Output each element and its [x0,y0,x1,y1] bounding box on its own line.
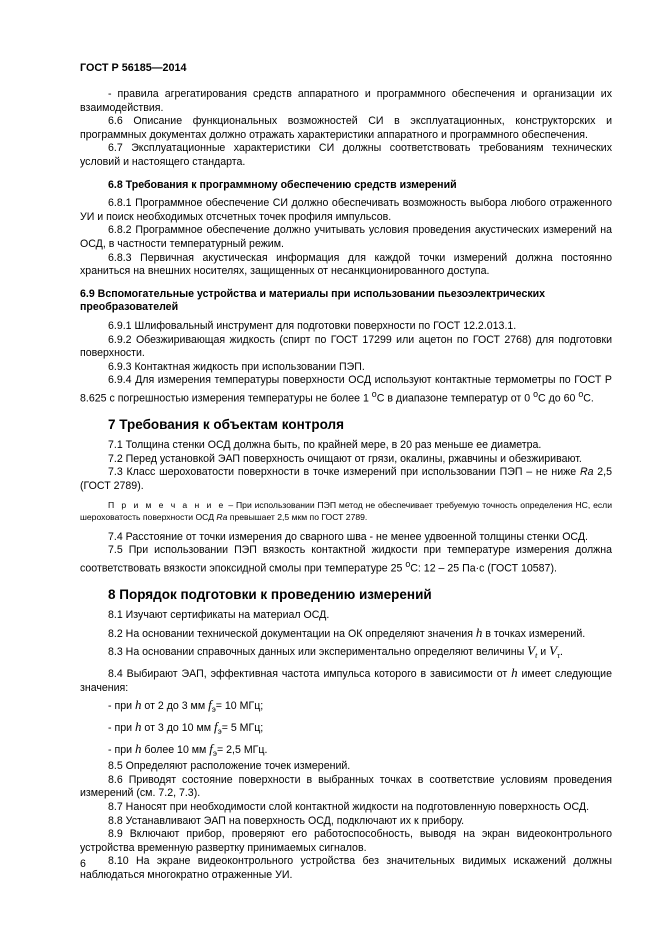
list-item-frequency-3: - при h более 10 мм $f_э= 2,5$ МГц. [108,740,268,758]
heading-section-7: 7 Требования к объектам контроля [108,417,344,432]
paragraph-8-4: 8.4 Выбирают ЭАП, эффективная частота импульса которого в зависимости от h имеет следующие значения: [80,664,612,694]
paragraph-8-10: 8.10 На экране видеоконтрольного устройства без значительных видимых искажений должны наблюдаться многократно отраженные УИ. [80,855,612,882]
paragraph-8-7: 8.7 Наносят при необходимости слой контактной жидкости на подготовленную поверхность ОСД. [108,801,590,814]
paragraph-8-2: 8.2 На основании технической документации на ОК определяют значения h в точках измерений. [108,624,586,640]
note-7-3: П р и м е ч а н и е – При использовании ПЭП метод не обеспечивает требуемую точность определения НС, если шероховатость поверхности ОСД Ra превышает 2,5 мкм по ГОСТ 2789. [80,500,612,522]
paragraph-8-3: 8.3 На основании справочных данных или экспериментально определяют величины $V_t$ и $V_\tau$. [108,643,563,661]
list-item-frequency-1: - при h от 2 до 3 мм $f_э= 10$ МГц; [108,697,264,715]
heading-6-9: 6.9 Вспомогательные устройства и материалы при использовании пьезоэлектрических преобразователей [80,287,546,314]
page-content [80,88,612,883]
paragraph-6-8-2: 6.8.2 Программное обеспечение должно учитывать условия проведения акустических измерений на ОСД, в частности температурный режим. [80,224,612,250]
paragraph-6-8-3: 6.8.3 Первичная акустическая информация для каждой точки измерений должна постоянно храниться на внешних носителях, защищенных от несанкционированного доступа. [80,251,612,278]
paragraph-7-3: 7.3 Класс шероховатости поверхности в точке измерений при использовании ПЭП – не ниже Ra 2,5 (ГОСТ 2789). [80,466,613,492]
paragraph-6-9-1: 6.9.1 Шлифовальный инструмент для подготовки поверхности по ГОСТ 12.2.013.1. [108,319,517,332]
paragraph-6-9-3: 6.9.3 Контактная жидкость при использовании ПЭП. [108,360,365,373]
paragraph-8-8: 8.8 Устанавливают ЭАП на поверхность ОСД, подключают их к прибору. [108,814,465,827]
page-number: 6 [80,858,86,870]
document-header: ГОСТ Р 56185—2014 [80,62,187,74]
paragraph-6-8-1: 6.8.1 Программное обеспечение СИ должно обеспечивать возможность выбора любого отраженного УИ и поиск необходимых отсчетных точек профиля импульсов. [80,197,612,223]
paragraph-6-7: 6.7 Эксплуатационные характеристики СИ должны соответствовать требованиям технических условий и настоящего стандарта. [80,142,612,168]
paragraph-intro: - правила агрегатирования средств аппаратного и программного обеспечения и организации их взаимодействия. [80,88,612,114]
paragraph-6-9-4: 6.9.4 Для измерения температуры поверхности ОСД используют контактные термометры по ГОСТ Р 8.625 с погрешностью измерения температуры не более 1 $^о$С в диапазоне температур от 0 $^о$С до 60 $^о$С. [80,374,612,405]
paragraph-8-9: 8.9 Включают прибор, проверяют его работоспособность, выводя на экран видеоконтрольного устройства временную развертку принимаемых сигналов. [80,828,612,854]
heading-section-8: 8 Порядок подготовки к проведению измерений [108,587,432,603]
paragraph-8-6: 8.6 Приводят состояние поверхности в выбранных точках в соответствие условиям проведения измерений (см. 7.2, 7.3). [80,773,612,800]
heading-6-8: 6.8 Требования к программному обеспечению средств измерений [108,178,457,191]
paragraph-7-5: 7.5 При использовании ПЭП вязкость контактной жидкости при температуре измерения должна соответствовать вязкости эпоксидной смолы при температуре 25 $^о$С: 12 – 25 Па·с (ГОСТ 10587). [80,544,612,575]
list-item-frequency-2: - при h от 3 до 10 мм $f_э= 5$ МГц; [108,718,264,736]
paragraph-8-1: 8.1 Изучают сертификаты на материал ОСД. [108,609,330,622]
paragraph-7-1: 7.1 Толщина стенки ОСД должна быть, по крайней мере, в 20 раз меньше ее диаметра. [108,439,542,451]
paragraph-7-2: 7.2 Перед установкой ЭАП поверхность очищают от грязи, окалины, ржавчины и обезжиривают. [108,452,582,465]
paragraph-7-4: 7.4 Расстояние от точки измерения до сварного шва - не менее удвоенной толщины стенки ОСД. [108,530,588,543]
paragraph-8-5: 8.5 Определяют расположение точек измерений. [108,760,351,773]
paragraph-6-6: 6.6 Описание функциональных возможностей СИ в эксплуатационных, конструкторских и программных документах должно отражать характеристики аппаратного и программного обеспечения. [80,115,612,141]
paragraph-6-9-2: 6.9.2 Обезжиривающая жидкость (спирт по ГОСТ 17299 или ацетон по ГОСТ 2768) для подготовки поверхности. [80,333,612,360]
